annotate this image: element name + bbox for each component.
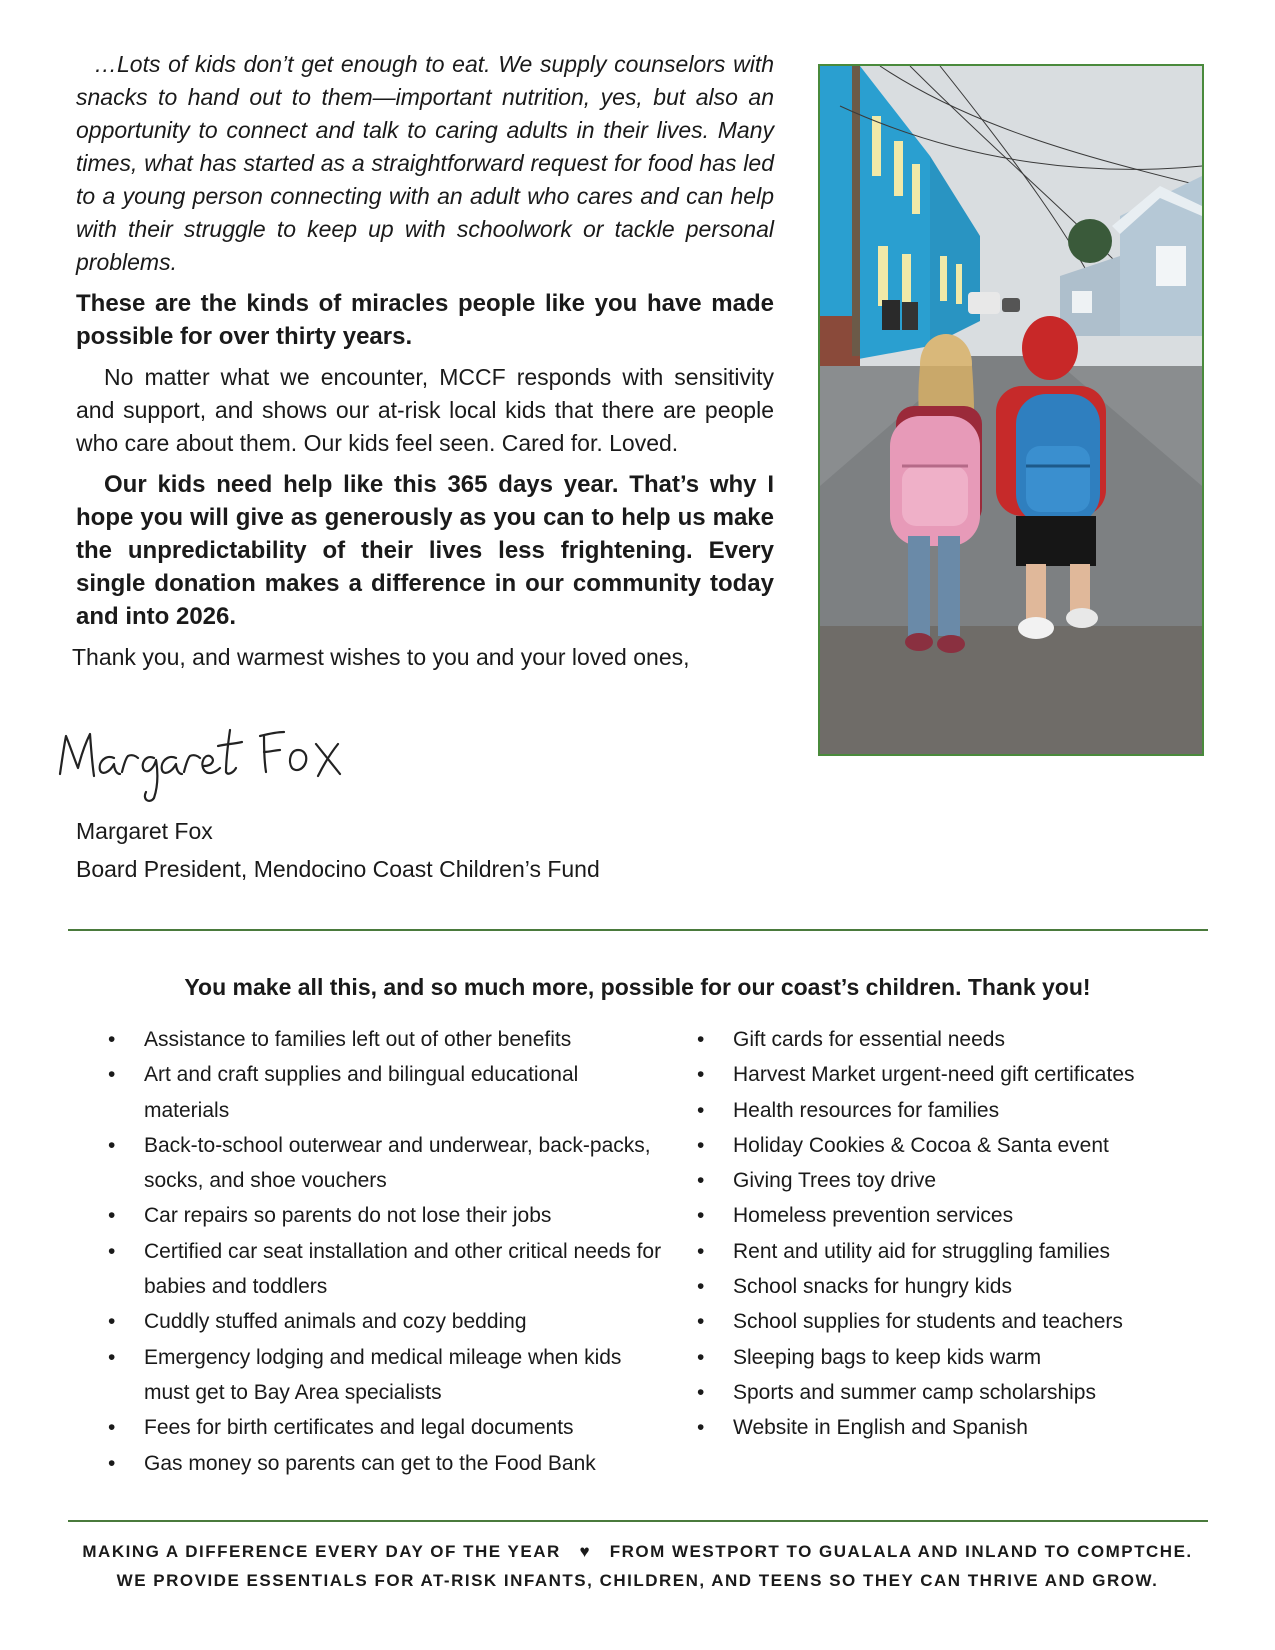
list-item: • Homeless prevention services <box>697 1198 1217 1233</box>
bullet-icon: • <box>697 1063 705 1087</box>
bullet-icon: • <box>697 1239 705 1263</box>
list-item: • School snacks for hungry kids <box>697 1269 1217 1304</box>
footer-line-2: WE PROVIDE ESSENTIALS FOR AT-RISK INFANTS, CHILDREN, AND TEENS SO THEY CAN THRIVE AND GROW. <box>116 1571 1159 1590</box>
letter-paragraph-intro: …Lots of kids don’t get enough to eat. We supply counselors with snacks to hand out to them—important nutrition, yes, but also an opportunity to connect and talk to caring adults in their lives. Many times, what has started as a straightforward request for food has led to a young person connecting with an adult who cares and can help with their struggle to keep up with schoolwork or tackle personal problems. <box>76 51 774 275</box>
list-item: • Website in English and Spanish <box>697 1410 1217 1445</box>
list-item: • Gift cards for essential needs <box>697 1022 1217 1057</box>
handwritten-signature <box>54 722 364 812</box>
bullet-icon: • <box>108 1063 116 1087</box>
bullet-icon: • <box>108 1239 116 1263</box>
list-item: • Harvest Market urgent-need gift certificates <box>697 1057 1217 1092</box>
heart-icon: ♥ <box>579 1542 592 1561</box>
thanks-heading: You make all this, and so much more, possible for our coast’s children. Thank you! <box>184 974 1091 1000</box>
bullet-icon: • <box>697 1098 705 1122</box>
bullet-icon: • <box>697 1169 705 1193</box>
list-item: • Sports and summer camp scholarships <box>697 1375 1217 1410</box>
letter-body <box>72 48 774 673</box>
bullet-icon: • <box>697 1275 705 1299</box>
signer-name: Margaret Fox <box>76 818 213 844</box>
letter-paragraph-appeal: Our kids need help like this 365 days year. That’s why I hope you will give as generously as you can to help us make the unpredictability of their lives less frightening. Every single donation makes a difference in our community today and into 2026. <box>76 471 774 630</box>
list-item: • Fees for birth certificates and legal documents <box>108 1410 668 1445</box>
bullet-icon: • <box>108 1028 116 1051</box>
divider-top <box>68 929 1208 931</box>
list-item: • Giving Trees toy drive <box>697 1163 1217 1198</box>
footer-line-1: MAKING A DIFFERENCE EVERY DAY OF THE YEAR ♥ FROM WESTPORT TO GUALALA AND INLAND TO COMPTCHE. <box>82 1542 1193 1561</box>
list-item: • Assistance to families left out of other benefits <box>108 1022 668 1057</box>
benefits-list-right <box>697 1022 1217 1446</box>
list-item: • Emergency lodging and medical mileage when kids must get to Bay Area specialists <box>108 1340 668 1411</box>
bullet-icon: • <box>697 1345 705 1369</box>
list-item: • Holiday Cookies & Cocoa & Santa event <box>697 1128 1217 1163</box>
bullet-icon: • <box>108 1451 116 1475</box>
bullet-icon: • <box>108 1345 116 1369</box>
bullet-icon: • <box>697 1204 705 1228</box>
list-item: • Car repairs so parents do not lose their jobs <box>108 1198 668 1233</box>
list-item: • Health resources for families <box>697 1093 1217 1128</box>
divider-bottom <box>68 1520 1208 1522</box>
bullet-icon: • <box>108 1416 116 1440</box>
list-item: • Rent and utility aid for struggling families <box>697 1234 1217 1269</box>
signer-title: Board President, Mendocino Coast Children’s Fund <box>76 856 600 882</box>
letter-closing: Thank you, and warmest wishes to you and your loved ones, <box>72 644 690 670</box>
photo-children-with-backpacks <box>818 64 1204 756</box>
signature-block <box>76 812 600 888</box>
list-item: • Back-to-school outerwear and underwear, back-packs, socks, and shoe vouchers <box>108 1128 668 1199</box>
list-item: • Certified car seat installation and other critical needs for babies and toddlers <box>108 1234 668 1305</box>
letter-paragraph-response: No matter what we encounter, MCCF responds with sensitivity and support, and shows our at-risk local kids that there are people who care about them. Our kids feel seen. Cared for. Loved. <box>76 364 774 456</box>
list-item: • School supplies for students and teachers <box>697 1304 1217 1339</box>
footer-tagline <box>0 1537 1275 1595</box>
bullet-icon: • <box>108 1310 116 1334</box>
benefits-list-left <box>108 1022 668 1481</box>
bullet-icon: • <box>697 1028 705 1051</box>
bullet-icon: • <box>108 1133 116 1157</box>
letter-paragraph-miracles: These are the kinds of miracles people like you have made possible for over thirty years. <box>76 290 774 350</box>
list-item: • Sleeping bags to keep kids warm <box>697 1340 1217 1375</box>
list-item: • Cuddly stuffed animals and cozy bedding <box>108 1304 668 1339</box>
bullet-icon: • <box>697 1133 705 1157</box>
bullet-icon: • <box>697 1416 705 1440</box>
list-item: • Art and craft supplies and bilingual educational materials <box>108 1057 668 1128</box>
list-item: • Gas money so parents can get to the Food Bank <box>108 1446 668 1481</box>
bullet-icon: • <box>697 1380 705 1404</box>
bullet-icon: • <box>697 1310 705 1334</box>
bullet-icon: • <box>108 1204 116 1228</box>
